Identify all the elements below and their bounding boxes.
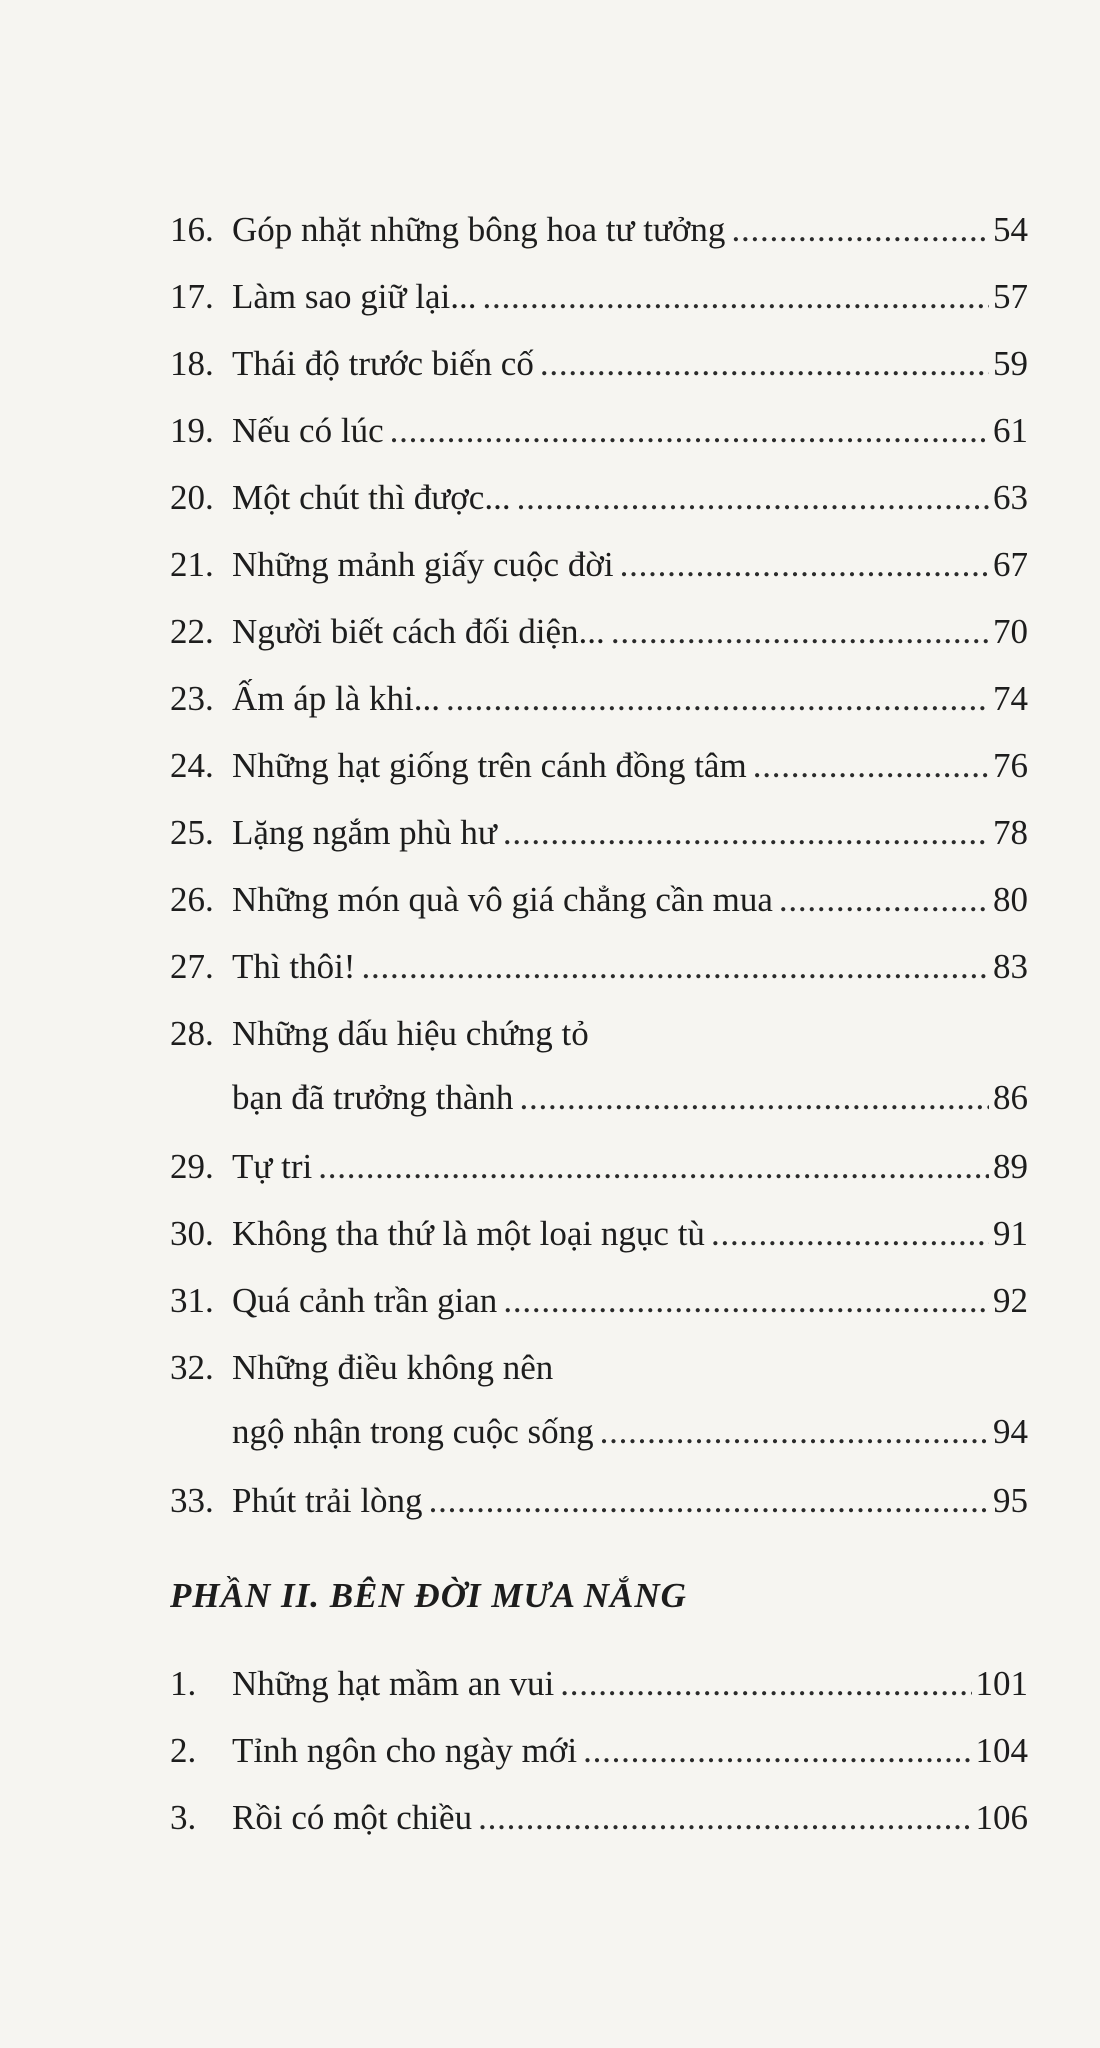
toc-entry-number: 19. <box>170 411 214 450</box>
toc-entry-number: 16. <box>170 210 214 249</box>
dot-leader <box>611 602 989 662</box>
toc-entry[interactable] <box>170 1788 1028 1848</box>
toc-entry[interactable] <box>170 1271 1028 1331</box>
dot-leader <box>583 1721 971 1781</box>
toc-entry-number: 28. <box>170 1014 214 1053</box>
toc-entry-page: 89 <box>993 1147 1028 1186</box>
toc-entry-page: 76 <box>993 746 1028 785</box>
toc-entry-number: 23. <box>170 679 214 718</box>
toc-entry-title: Những mảnh giấy cuộc đời <box>232 545 614 584</box>
toc-entry-page: 59 <box>993 344 1028 383</box>
dot-leader <box>731 200 989 260</box>
toc-entry-page: 61 <box>993 411 1028 450</box>
toc-entry[interactable] <box>170 535 1028 595</box>
toc-entry[interactable] <box>170 1338 1028 1458</box>
toc-entry-page: 91 <box>993 1214 1028 1253</box>
dot-leader <box>600 1402 989 1462</box>
dot-leader <box>753 736 989 796</box>
toc-entry-title: Những điều không nên <box>232 1348 554 1387</box>
dot-leader <box>540 334 989 394</box>
toc-entry-page: 80 <box>993 880 1028 919</box>
dot-leader <box>429 1471 989 1531</box>
toc-entry-title-continued: bạn đã trưởng thành <box>232 1078 514 1117</box>
toc-entry-title: Phút trải lòng <box>232 1481 423 1520</box>
toc-entry-number: 33. <box>170 1481 214 1520</box>
toc-entry-page: 74 <box>993 679 1028 718</box>
toc-entry-title: Không tha thứ là một loại ngục tù <box>232 1214 705 1253</box>
dot-leader <box>503 1271 989 1331</box>
toc-entry-page: 104 <box>975 1731 1028 1770</box>
toc-entry-title-continued: ngộ nhận trong cuộc sống <box>232 1412 594 1451</box>
toc-entry-title: Những hạt giống trên cánh đồng tâm <box>232 746 747 785</box>
dot-leader <box>503 803 989 863</box>
toc-entry[interactable] <box>170 1004 1028 1124</box>
toc-entry-title: Thái độ trước biến cố <box>232 344 534 383</box>
toc-entry-page: 94 <box>993 1412 1028 1451</box>
toc-entry-number: 29. <box>170 1147 214 1186</box>
dot-leader <box>446 669 989 729</box>
toc-entry-number: 17. <box>170 277 214 316</box>
toc-entry[interactable] <box>170 1654 1028 1714</box>
toc-entry[interactable] <box>170 870 1028 930</box>
toc-entry[interactable] <box>170 1137 1028 1197</box>
toc-entry[interactable] <box>170 602 1028 662</box>
toc-entry-number: 1. <box>170 1664 197 1703</box>
toc-entry[interactable] <box>170 1721 1028 1781</box>
toc-entry-page: 86 <box>993 1078 1028 1117</box>
toc-entry-number: 31. <box>170 1281 214 1320</box>
toc-entry-number: 3. <box>170 1798 197 1837</box>
dot-leader <box>711 1204 989 1264</box>
toc-entry-number: 30. <box>170 1214 214 1253</box>
toc-entry[interactable] <box>170 267 1028 327</box>
toc-entry-number: 20. <box>170 478 214 517</box>
toc-entry-number: 24. <box>170 746 214 785</box>
toc-entry-title: Tỉnh ngôn cho ngày mới <box>232 1731 578 1770</box>
toc-entry-title: Những hạt mầm an vui <box>232 1664 555 1703</box>
toc-entry-number: 27. <box>170 947 214 986</box>
toc-entry-title: Nếu có lúc <box>232 411 384 450</box>
toc-entry-page: 101 <box>975 1664 1028 1703</box>
section-heading: PHẦN II. BÊN ĐỜI MƯA NẮNG <box>170 1576 687 1615</box>
toc-entry-page: 106 <box>975 1798 1028 1837</box>
toc-entry-title: Làm sao giữ lại... <box>232 277 477 316</box>
toc-entry-title: Góp nhặt những bông hoa tư tưởng <box>232 210 726 249</box>
dot-leader <box>318 1137 989 1197</box>
toc-entry-page: 83 <box>993 947 1028 986</box>
toc-entry[interactable] <box>170 1204 1028 1264</box>
toc-entry-title: Một chút thì được... <box>232 478 511 517</box>
dot-leader <box>517 468 989 528</box>
toc-entry-page: 57 <box>993 277 1028 316</box>
toc-entry-page: 70 <box>993 612 1028 651</box>
toc-entry[interactable] <box>170 200 1028 260</box>
toc-entry[interactable] <box>170 1471 1028 1531</box>
toc-entry-number: 18. <box>170 344 214 383</box>
toc-entry[interactable] <box>170 468 1028 528</box>
toc-entry[interactable] <box>170 736 1028 796</box>
toc-entry-number: 21. <box>170 545 214 584</box>
toc-entry-title: Quá cảnh trần gian <box>232 1281 498 1320</box>
toc-entry-title: Những dấu hiệu chứng tỏ <box>232 1014 589 1053</box>
toc-entry-title: Ấm áp là khi... <box>232 679 441 718</box>
toc-entry-title: Rồi có một chiều <box>232 1798 473 1837</box>
toc-entry-number: 2. <box>170 1731 197 1770</box>
toc-entry[interactable] <box>170 669 1028 729</box>
toc-entry-number: 22. <box>170 612 214 651</box>
toc-entry-page: 67 <box>993 545 1028 584</box>
dot-leader <box>361 937 989 997</box>
toc-entry-title: Người biết cách đối diện... <box>232 612 605 651</box>
toc-entry-page: 63 <box>993 478 1028 517</box>
toc-entry-page: 92 <box>993 1281 1028 1320</box>
toc-entry[interactable] <box>170 401 1028 461</box>
dot-leader <box>620 535 989 595</box>
dot-leader <box>390 401 989 461</box>
toc-entry-title: Lặng ngắm phù hư <box>232 813 497 852</box>
dot-leader <box>560 1654 971 1714</box>
toc-entry-title: Thì thôi! <box>232 947 356 986</box>
toc-entry-title: Tự tri <box>232 1147 313 1186</box>
toc-entry-number: 25. <box>170 813 214 852</box>
dot-leader <box>519 1068 989 1128</box>
toc-entry-number: 26. <box>170 880 214 919</box>
toc-entry-page: 95 <box>993 1481 1028 1520</box>
toc-entry[interactable] <box>170 334 1028 394</box>
toc-entry[interactable] <box>170 937 1028 997</box>
dot-leader <box>478 1788 971 1848</box>
toc-entry-title: Những món quà vô giá chẳng cần mua <box>232 880 773 919</box>
dot-leader <box>482 267 989 327</box>
dot-leader <box>779 870 989 930</box>
toc-entry[interactable] <box>170 803 1028 863</box>
toc-entry-page: 54 <box>993 210 1028 249</box>
toc-entry-number: 32. <box>170 1348 214 1387</box>
toc-entry-page: 78 <box>993 813 1028 852</box>
